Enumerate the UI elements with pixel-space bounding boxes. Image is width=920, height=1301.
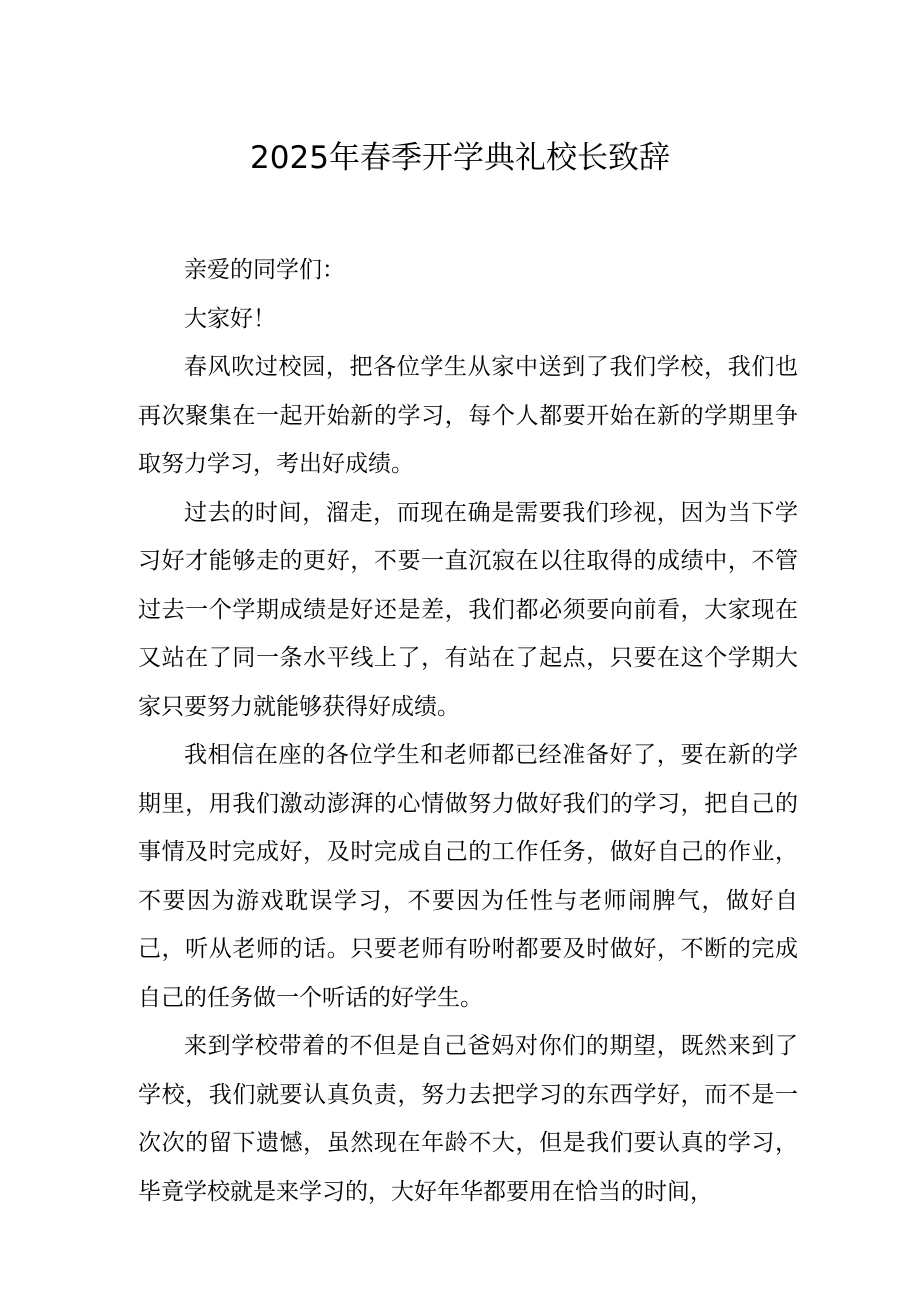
- paragraph: 我相信在座的各位学生和老师都已经准备好了，要在新的学期里，用我们激动澎湃的心情做努力做好我们的学习，把自己的事情及时完成好，及时完成自己的工作任务，做好自己的作业，不要因为游戏耽误学习，不要因为任性与老师闹脾气，做好自己，听从老师的话。只要老师有吩咐都要及时做好，不断的完成自己的任务做一个听话的好学生。: [138, 742, 798, 1011]
- document-body: [138, 246, 798, 1216]
- paragraph: 过去的时间，溜走，而现在确是需要我们珍视，因为当下学习好才能够走的更好，不要一直沉寂在以往取得的成绩中，不管过去一个学期成绩是好还是差，我们都必须要向前看，大家现在又站在了同一条水平线上了，有站在了起点，只要在这个学期大家只要努力就能够获得好成绩。: [138, 499, 798, 720]
- document-title: 2025年春季开学典礼校长致辞: [250, 140, 670, 176]
- paragraph: 来到学校带着的不但是自己爸妈对你们的期望，既然来到了学校，我们就要认真负责，努力去把学习的东西学好，而不是一次次的留下遗憾，虽然现在年龄不大，但是我们要认真的学习，毕竟学校就是来学习的，大好年华都要用在恰当的时间，: [138, 1033, 798, 1205]
- paragraph: 春风吹过校园，把各位学生从家中送到了我们学校，我们也再次聚集在一起开始新的学习，每个人都要开始在新的学期里争取努力学习，考出好成绩。: [138, 354, 798, 477]
- paragraph-greeting: 大家好！: [184, 305, 276, 332]
- paragraph-salutation: 亲爱的同学们：: [184, 257, 345, 283]
